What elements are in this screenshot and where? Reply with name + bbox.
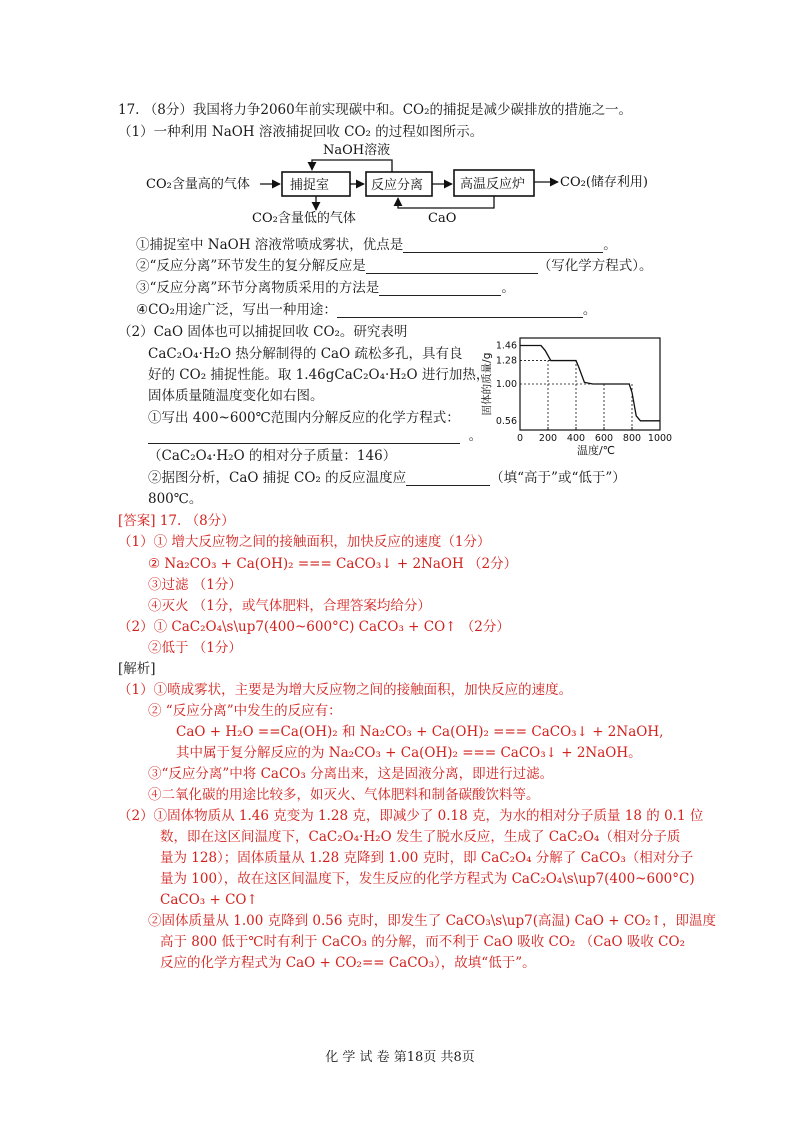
answer-2-1: （2）① CaC₂O₄\s\up7(400~600°C) CaCO₃ + CO↑ （2分） [118,619,510,635]
q2-2: ②据图分析，CaO 捕捉 CO₂ 的反应温度应 （填“高于”或“低于”） [148,470,626,486]
analysis-line13: 高于 800 低于℃时有利于 CaCO₃ 的分解，而不利于 CaO 吸收 CO₂ （CaO 吸收 CO₂ [160,934,685,950]
analysis-line11: CaCO₃ + CO↑ [160,892,258,908]
q1-4: ④CO₂用途广泛，写出一种用途： 。 [136,302,597,318]
analysis-line3: CaO + H₂O ==Ca(OH)₂ 和 Na₂CO₃ + Ca(OH)₂ === CaCO₃↓ + 2NaOH, [176,724,664,740]
part2-line2: CaC₂O₄·H₂O 热分解制得的 CaO 疏松多孔，具有良 [148,346,463,362]
analysis-line12: ②固体质量从 1.00 克降到 0.56 克时，即发生了 CaCO₃\s\up7(高温) CaO + CO₂↑，即温度 [148,913,716,929]
q2-1-note: （CaC₂O₄·H₂O 的相对分子质量：146） [148,448,397,464]
q2-1: ①写出 400~600℃范围内分解反应的化学方程式： [148,410,460,426]
chart-x-tick-label: 0 [516,433,524,444]
flow-input-label: CO₂含量高的气体 [146,177,250,192]
analysis-line2: ② “反应分离”中发生的反应有： [148,703,342,719]
analysis-line10: 量为 100），故在这区间温度下，发生反应的化学方程式为 CaC₂O₄\s\up7(400~600°C) [160,871,695,887]
page-footer: 化 学 试 卷 第18页 共8页 [325,1050,475,1065]
chart-y-tick-label: 1.28 [495,355,517,367]
analysis-line14: 反应的化学方程式为 CaO + CO₂== CaCO₃），故填“低于”。 [160,955,536,971]
q1-1: ①捕捉室中 NaOH 溶液常喷成雾状，优点是 。 [136,237,617,253]
chart-x-tick-label: 400 [566,433,586,444]
flow-naoh-label: NaOH溶液 [323,143,391,158]
chart-y-tick-label: 0.56 [495,415,517,427]
flow-box-capture-label: 捕捉室 [290,178,330,193]
flow-box-furnace-label: 高温反应炉 [460,177,526,192]
flow-low-gas-label: CO₂含量低的气体 [252,211,356,226]
chart-x-tick-label: 1000 [647,433,673,444]
q1-2: ②“反应分离”环节发生的复分解反应是 （写化学方程式）。 [136,258,653,274]
chart-x-tick-label: 200 [538,433,558,444]
analysis-line9: 量为 128）；固体质量从 1.28 克降到 1.00 克时，即 CaC₂O₄ 分解了 CaCO₃（相对分子 [160,850,694,866]
q2-1-blank: 。 [148,428,482,444]
answer-1-2: ② Na₂CO₃ + Ca(OH)₂ === CaCO₃↓ + 2NaOH （2分） [148,556,518,572]
analysis-line6: ④二氧化碳的用途比较多，如灭火、气体肥料和制备碳酸饮料等。 [148,787,540,803]
answer-header: [答案] 17. （8分） [118,513,235,529]
question-header: 17. （8分）我国将力争2060年前实现碳中和。CO₂的捕捉是减少碳排放的措施之一。 [118,102,633,118]
mass-temperature-chart [478,332,678,456]
analysis-line4: 其中属于复分解反应的为 Na₂CO₃ + Ca(OH)₂ === CaCO₃↓ + 2NaOH。 [176,745,642,761]
answer-2-2: ②低于 （1分） [148,640,242,656]
part2-line3: 好的 CO₂ 捕捉性能。取 1.46gCaC₂O₄·H₂O 进行加热， [148,367,490,383]
chart-x-tick-label: 800 [622,433,642,444]
chart-y-tick-label: 1.00 [495,379,517,390]
flow-diagram [140,140,700,228]
part2-line1: （2）CaO 固体也可以捕捉回收 CO₂。研究表明 [118,324,408,340]
part1-intro: （1）一种利用 NaOH 溶液捕捉回收 CO₂ 的过程如图所示。 [118,124,484,140]
answer-1-3: ③过滤 （1分） [148,577,242,593]
chart-y-axis-label: 固体的质量/g [481,352,493,416]
analysis-line5: ③“反应分离”中将 CaCO₃ 分离出来，这是固液分离，即进行过滤。 [148,766,554,782]
chart-y-tick-label: 1.46 [495,340,517,352]
q2-2-end: 800℃。 [148,491,203,507]
q1-3: ③“反应分离”环节分离物质采用的方法是 。 [136,280,515,296]
analysis-line7: （2）①固体物质从 1.46 克变为 1.28 克，即减少了 0.18 克，为水的相对分子质量 18 的 0.1 位 [118,808,704,824]
answer-1-4: ④灭火 （1分，或气体肥料，合理答案均给分） [148,598,431,614]
chart-series-line-0 [520,346,660,421]
answer-1-1: （1）① 增大反应物之间的接触面积，加快反应的速度（1分） [118,534,491,550]
flow-box-separation-label: 反应分离 [371,178,424,193]
flow-cao-label: CaO [428,211,457,226]
flow-output-label: CO₂(储存利用) [560,175,648,190]
analysis-line1: （1）①喷成雾状，主要是为增大反应物之间的接触面积，加快反应的速度。 [118,682,573,698]
analysis-line8: 数，即在这区间温度下，CaC₂O₄·H₂O 发生了脱水反应，生成了 CaC₂O₄（相对分子质 [160,829,681,845]
analysis-header: [解析] [118,661,156,677]
chart-x-tick-label: 600 [594,433,614,444]
chart-x-axis-label: 温度/℃ [576,444,616,456]
part2-line4: 固体质量随温度变化如右图。 [148,388,324,404]
